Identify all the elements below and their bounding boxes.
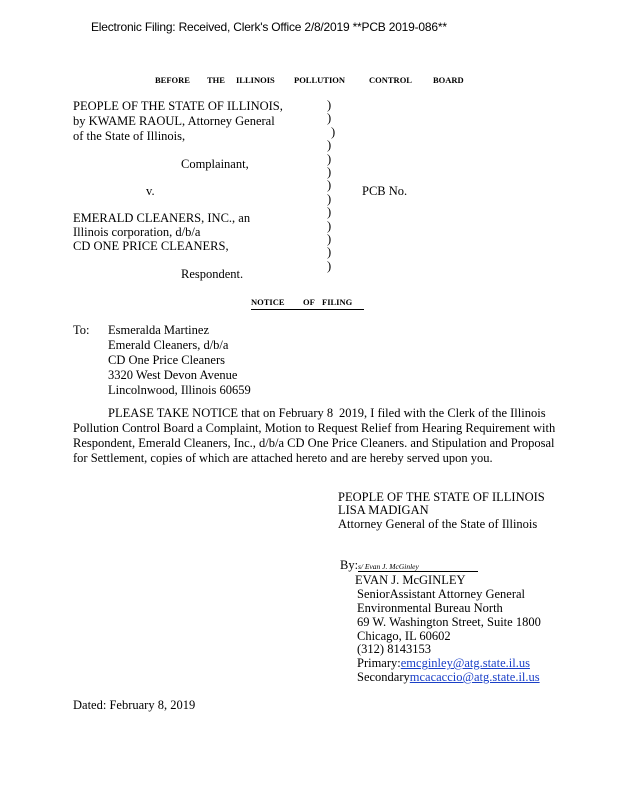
secondary-email-link[interactable]: mcacaccio@atg.state.il.us [409, 670, 540, 684]
notice-title-word: OF [303, 297, 315, 307]
caption-paren: ) [327, 98, 332, 112]
respondent-label: Respondent. [181, 267, 244, 281]
caption-paren: ) [327, 151, 332, 166]
caption-paren-column [325, 99, 335, 273]
secondary-email-row [357, 670, 540, 685]
body-line: 2019, I filed with the Clerk of the Illinois [339, 406, 546, 420]
city-address: Chicago, IL 60602 [357, 629, 451, 643]
respondent-line: CD ONE PRICE CLEANERS, [73, 239, 229, 253]
secondary-email-label: Secondary [357, 670, 410, 684]
addressee-line: Emerald Cleaners, d/b/a [108, 338, 229, 352]
caption-paren: ) [327, 205, 332, 220]
body-line: PLEASE TAKE NOTICE that on February 8 [108, 406, 334, 420]
primary-email-label: Primary: [357, 656, 401, 670]
attorney-name: EVAN J. McGINLEY [355, 573, 466, 587]
board-title-word: BEFORE [155, 75, 190, 85]
party-name: PEOPLE OF THE STATE OF ILLINOIS [338, 490, 545, 504]
notice-title-word: NOTICE [251, 297, 285, 307]
bureau-name: Environmental Bureau North [357, 601, 503, 615]
primary-email-row [357, 656, 530, 671]
filing-stamp: Electronic Filing: Received, Clerk's Office 2/8/2019 **PCB 2019-086** [91, 20, 447, 34]
board-title-word: THE [207, 75, 225, 85]
plaintiff-line: PEOPLE OF THE STATE OF ILLINOIS, [73, 99, 283, 113]
to-label: To: [73, 323, 90, 337]
body-line: Respondent, Emerald Cleaners, Inc., d/b/a CD One Price Cleaners. and Stipulation and Proposal [73, 436, 555, 450]
by-label: By: [340, 558, 359, 572]
complainant-label: Complainant, [181, 157, 249, 171]
caption-paren: ) [327, 245, 332, 260]
board-title-word: CONTROL [369, 75, 412, 85]
body-line: for Settlement, copies of which are attached hereto and are hereby served upon you. [73, 451, 493, 465]
dated-line: Dated: February 8, 2019 [73, 698, 196, 712]
respondent-line: EMERALD CLEANERS, INC., an [73, 211, 251, 225]
body-line: Pollution Control Board a Complaint, Motion to Request Relief from Hearing Requirement with [73, 421, 556, 435]
plaintiff-line: of the State of Illinois, [73, 129, 186, 143]
respondent-line: Illinois corporation, d/b/a [73, 225, 201, 239]
caption-paren: ) [327, 232, 332, 247]
primary-email-link[interactable]: emcginley@atg.state.il.us [400, 656, 530, 670]
attorney-general-name: LISA MADIGAN [338, 503, 429, 517]
caption-paren: ) [327, 178, 332, 193]
caption-paren: ) [327, 218, 332, 233]
board-title-word: ILLINOIS [236, 75, 275, 85]
case-number-label: PCB No. [362, 184, 408, 198]
caption-paren: ) [327, 258, 332, 273]
street-address: 69 W. Washington Street, Suite 1800 [357, 615, 541, 629]
attorney-title: SeniorAssistant Attorney General [357, 587, 526, 601]
addressee-line: Esmeralda Martinez [108, 323, 209, 337]
caption-paren: ) [331, 124, 336, 139]
electronic-signature: s/ Evan J. McGinley [358, 562, 478, 572]
caption-paren: ) [327, 138, 332, 153]
caption-paren: ) [327, 191, 332, 206]
board-title-word: BOARD [433, 75, 464, 85]
board-title-word: POLLUTION [294, 75, 346, 85]
phone-number: (312) 8143153 [357, 642, 431, 656]
addressee-line: CD One Price Cleaners [108, 353, 225, 367]
addressee-line: Lincolnwood, Illinois 60659 [108, 383, 251, 397]
attorney-general-title: Attorney General of the State of Illinois [338, 517, 538, 531]
notice-title-word: FILING [322, 297, 353, 307]
versus-label: v. [146, 184, 155, 198]
caption-paren: ) [327, 111, 332, 126]
addressee-line: 3320 West Devon Avenue [108, 368, 238, 382]
plaintiff-line: by KWAME RAOUL, Attorney General [73, 114, 275, 128]
caption-paren: ) [327, 165, 332, 180]
notice-title [251, 297, 364, 310]
